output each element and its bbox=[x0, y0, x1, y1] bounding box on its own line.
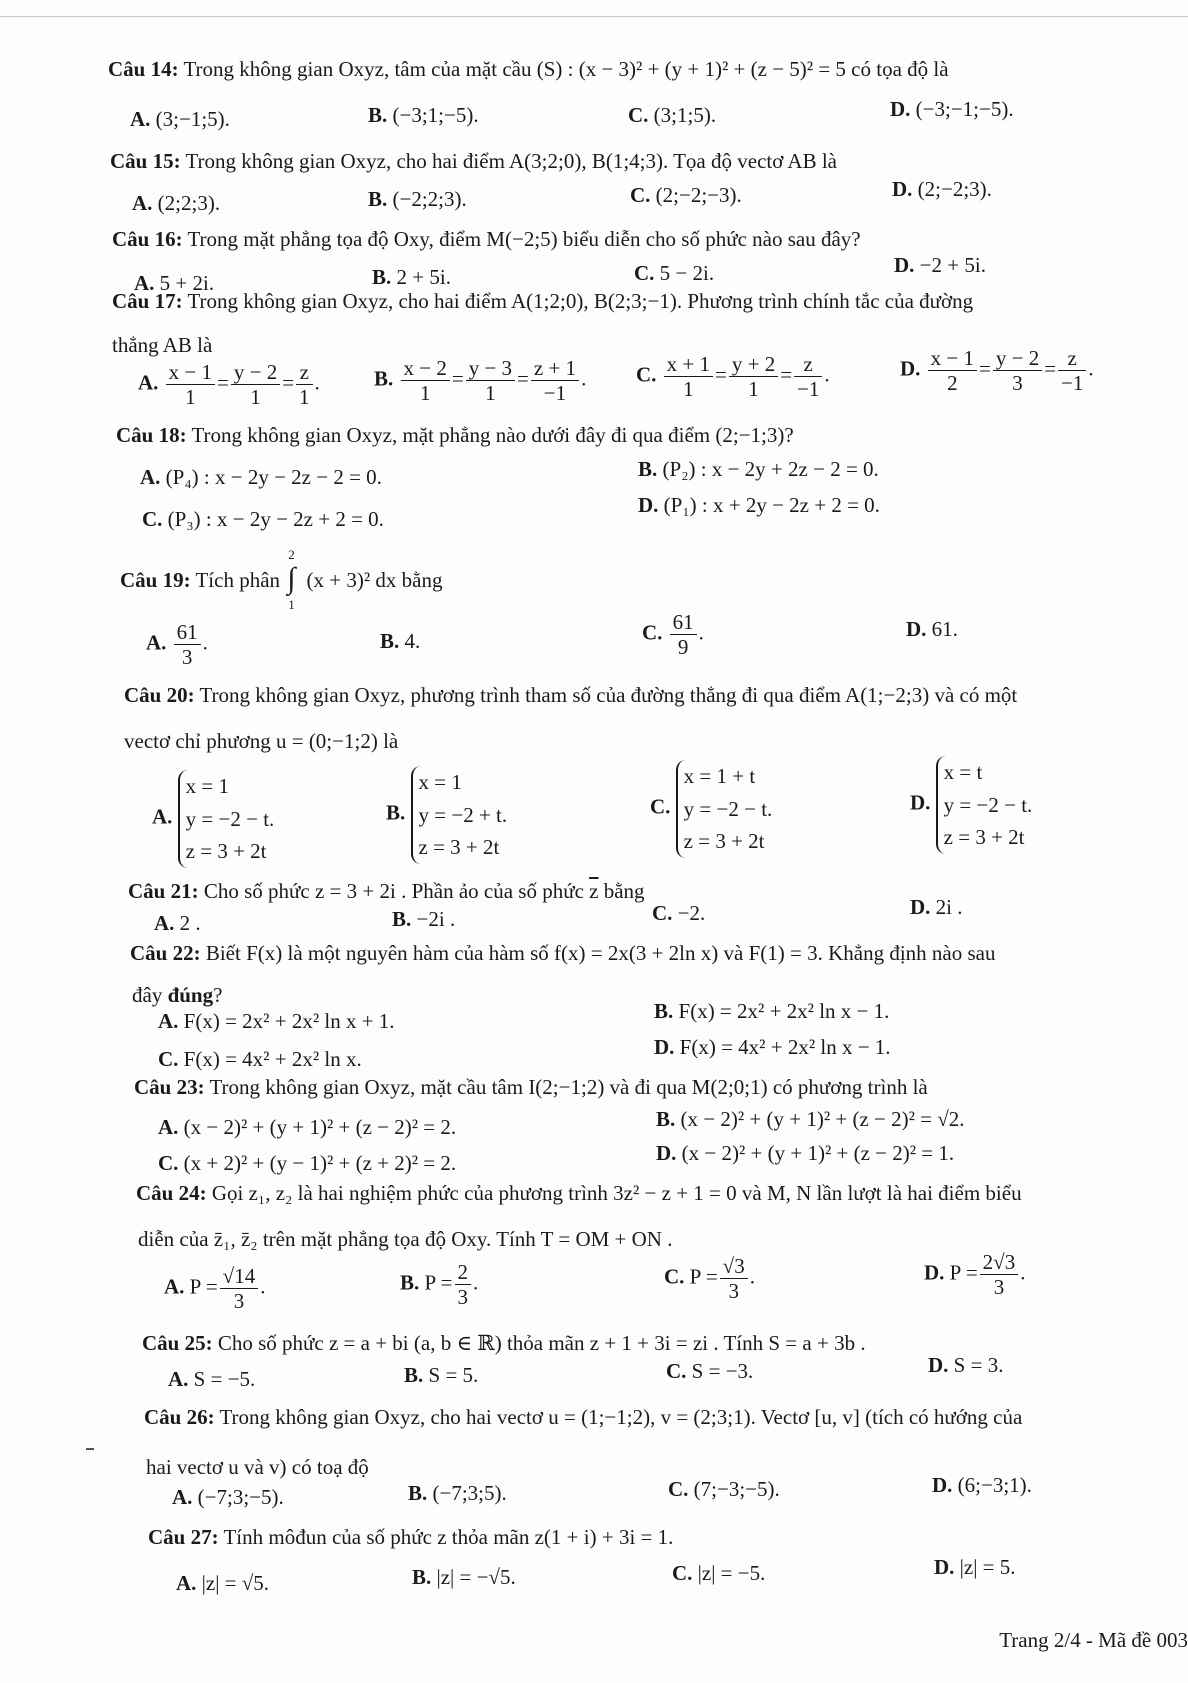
option-23a: A. (x − 2)² + (y + 1)² + (z − 2)² = 2. bbox=[158, 1115, 457, 1139]
option-19c: C. $\frac{61}{9}$ . bbox=[642, 610, 704, 660]
question-24-line2: diễn của z̄₁, z̄₂ trên mặt phẳng tọa độ Oxy. Tính T = OM + ON . bbox=[138, 1227, 673, 1251]
option-22b: B. F(x) = 2x² + 2x² ln x − 1. bbox=[654, 999, 890, 1023]
option-15c: C. (2;−2;−3). bbox=[630, 183, 742, 207]
question-19: Câu 19: Tích phân ∫ 2 1 (x + 3)² dx bằng bbox=[120, 547, 443, 612]
option-14d: D. (−3;−1;−5). bbox=[890, 97, 1014, 121]
option-20b: B. x = 1 y = −2 + t. z = 3 + 2t bbox=[386, 766, 507, 864]
option-15d: D. (2;−2;3). bbox=[892, 177, 992, 201]
option-23b: B. (x − 2)² + (y + 1)² + (z − 2)² = √2. bbox=[656, 1107, 965, 1131]
option-17a: A. $\frac{x - 1}{1}$ = $\frac{y - 2}{1}$ = $\frac{z}{1}$ . bbox=[138, 360, 320, 410]
option-20a: A. x = 1 y = −2 − t. z = 3 + 2t bbox=[152, 770, 274, 868]
option-26b: B. (−7;3;5). bbox=[408, 1481, 507, 1505]
option-21b: B. −2i . bbox=[392, 907, 456, 931]
option-18c: C. (P₃) : x − 2y − 2z + 2 = 0. bbox=[142, 507, 384, 531]
question-text: Trong không gian Oxyz, tâm của mặt cầu (S) : (x − 3)² + (y + 1)² + (z − 5)² = 5 có tọa độ là bbox=[183, 57, 949, 81]
option-20d: D. x = t y = −2 − t. z = 3 + 2t bbox=[910, 756, 1032, 854]
option-25c: C. S = −3. bbox=[666, 1359, 754, 1383]
option-17b: B. $\frac{x - 2}{1}$ = $\frac{y - 3}{1}$ = $\frac{z + 1}{-1}$ . bbox=[374, 356, 587, 406]
option-16b: B. 2 + 5i. bbox=[372, 265, 451, 289]
question-17: Câu 17: Trong không gian Oxyz, cho hai điểm A(1;2;0), B(2;3;−1). Phương trình chính tắc của đường bbox=[112, 289, 974, 313]
question-22-line2: đây đúng? bbox=[132, 983, 223, 1007]
question-25: Câu 25: Cho số phức z = a + bi (a, b ∈ ℝ) thỏa mãn z + 1 + 3i = zi . Tính S = a + 3b . bbox=[142, 1331, 866, 1355]
question-22: Câu 22: Biết F(x) là một nguyên hàm của hàm số f(x) = 2x(3 + 2ln x) và F(1) = 3. Khẳng định nào sau bbox=[130, 941, 996, 965]
question-21: Câu 21: Cho số phức z = 3 + 2i . Phần ảo của số phức $\overline{z}$ bằng bbox=[128, 879, 645, 903]
option-20c: C. x = 1 + t y = −2 − t. z = 3 + 2t bbox=[650, 760, 772, 858]
option-22a: A. F(x) = 2x² + 2x² ln x + 1. bbox=[158, 1009, 395, 1033]
question-23: Câu 23: Trong không gian Oxyz, mặt cầu tâm I(2;−1;2) và đi qua M(2;0;1) có phương trình là bbox=[134, 1075, 928, 1099]
option-25a: A. S = −5. bbox=[168, 1367, 256, 1391]
option-24d: D. P = $\frac{2√3}{3}$ . bbox=[924, 1250, 1026, 1300]
question-18: Câu 18: Trong không gian Oxyz, mặt phẳng nào dưới đây đi qua điểm (2;−1;3)? bbox=[116, 423, 794, 447]
question-26-line2: hai vectơ u và v) có toạ độ bbox=[146, 1455, 369, 1479]
question-label: Câu 14: bbox=[108, 57, 179, 81]
option-21c: C. −2. bbox=[652, 901, 706, 925]
option-14a: A. (3;−1;5). bbox=[130, 107, 230, 131]
option-17c: C. $\frac{x + 1}{1}$ = $\frac{y + 2}{1}$ = $\frac{z}{-1}$ . bbox=[636, 352, 830, 402]
question-24: Câu 24: Gọi z₁, z₂ là hai nghiệm phức của phương trình 3z² − z + 1 = 0 và M, N lần lượt là hai điểm biểu bbox=[136, 1181, 1022, 1205]
option-17d: D. $\frac{x - 1}{2}$ = $\frac{y - 2}{3}$ = $\frac{z}{-1}$ . bbox=[900, 346, 1094, 396]
page-footer: Trang 2/4 - Mã đề 003 bbox=[999, 1628, 1188, 1652]
question-26: Câu 26: Trong không gian Oxyz, cho hai vectơ u = (1;−1;2), v = (2;3;1). Vectơ [u, v] (tích có hướng của bbox=[144, 1405, 1023, 1429]
option-19a: A. $\frac{61}{3}$ . bbox=[146, 620, 208, 670]
option-27d: D. |z| = 5. bbox=[934, 1555, 1016, 1579]
option-24c: C. P = $\frac{√3}{3}$ . bbox=[664, 1254, 755, 1304]
option-23c: C. (x + 2)² + (y − 1)² + (z + 2)² = 2. bbox=[158, 1151, 457, 1175]
question-20: Câu 20: Trong không gian Oxyz, phương trình tham số của đường thẳng đi qua điểm A(1;−2;3) và có một bbox=[124, 683, 1018, 707]
option-18d: D. (P₁) : x + 2y − 2z + 2 = 0. bbox=[638, 493, 880, 517]
option-23d: D. (x − 2)² + (y + 1)² + (z − 2)² = 1. bbox=[656, 1141, 955, 1165]
option-15b: B. (−2;2;3). bbox=[368, 187, 467, 211]
option-24b: B. P = $\frac{2}{3}$ . bbox=[400, 1260, 479, 1310]
option-15a: A. (2;2;3). bbox=[132, 191, 221, 215]
option-22c: C. F(x) = 4x² + 2x² ln x. bbox=[158, 1047, 362, 1071]
option-26d: D. (6;−3;1). bbox=[932, 1473, 1032, 1497]
question-27: Câu 27: Tính môđun của số phức z thỏa mãn z(1 + i) + 3i = 1. bbox=[148, 1525, 674, 1549]
option-26c: C. (7;−3;−5). bbox=[668, 1477, 780, 1501]
option-22d: D. F(x) = 4x² + 2x² ln x − 1. bbox=[654, 1035, 891, 1059]
scan-mark bbox=[86, 1448, 94, 1450]
option-25d: D. S = 3. bbox=[928, 1353, 1004, 1377]
option-26a: A. (−7;3;−5). bbox=[172, 1485, 284, 1509]
top-rule bbox=[0, 16, 1188, 17]
question-14 bbox=[108, 58, 949, 81]
option-24a: A. P = $\frac{√14}{3}$ . bbox=[164, 1264, 266, 1314]
option-14c: C. (3;1;5). bbox=[628, 103, 717, 127]
option-18a: A. (P₄) : x − 2y − 2z − 2 = 0. bbox=[140, 465, 382, 489]
option-21a: A. 2 . bbox=[154, 911, 201, 935]
option-16a: A. 5 + 2i. bbox=[134, 271, 215, 295]
question-16: Câu 16: Trong mặt phẳng tọa độ Oxy, điểm M(−2;5) biểu diễn cho số phức nào sau đây? bbox=[112, 227, 861, 251]
integral-sign: ∫ 2 1 bbox=[287, 547, 296, 612]
option-27a: A. |z| = √5. bbox=[176, 1571, 270, 1595]
z-conjugate: $\overline{z}$ bbox=[589, 879, 599, 903]
option-19b: B. 4. bbox=[380, 629, 421, 653]
option-18b: B. (P₂) : x − 2y + 2z − 2 = 0. bbox=[638, 457, 879, 481]
option-16d: D. −2 + 5i. bbox=[894, 253, 986, 277]
option-19d: D. 61. bbox=[906, 617, 958, 641]
option-25b: B. S = 5. bbox=[404, 1363, 479, 1387]
option-21d: D. 2i . bbox=[910, 895, 963, 919]
question-20-line2: vectơ chỉ phương u = (0;−1;2) là bbox=[124, 729, 399, 753]
option-14b: B. (−3;1;−5). bbox=[368, 103, 479, 127]
option-27c: C. |z| = −5. bbox=[672, 1561, 766, 1585]
question-15: Câu 15: Trong không gian Oxyz, cho hai điểm A(3;2;0), B(1;4;3). Tọa độ vectơ AB là bbox=[110, 149, 838, 173]
option-27b: B. |z| = −√5. bbox=[412, 1565, 516, 1589]
option-16c: C. 5 − 2i. bbox=[634, 261, 715, 285]
question-17-line2: thẳng AB là bbox=[112, 333, 213, 357]
